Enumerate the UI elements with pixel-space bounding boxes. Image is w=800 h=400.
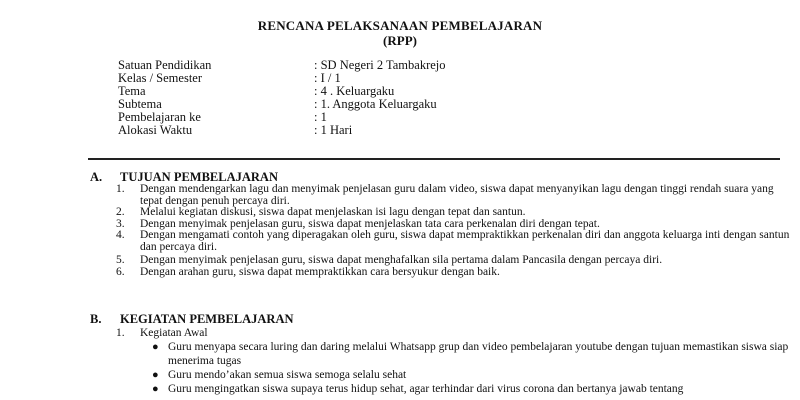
section-letter: B. xyxy=(90,312,102,326)
bullet-text: Guru mendo’akan semua siswa semoga selalu sehat xyxy=(168,369,407,381)
section-kegiatan xyxy=(90,312,790,396)
item-text: Dengan mendengarkan lagu dan menyimak penjelasan guru dalam video, siswa dapat menyanyikan lagu dengan tinggi rendah suara yang tepat dengan penuh percaya diri. xyxy=(140,183,774,207)
identity-row xyxy=(118,111,718,124)
identity-table xyxy=(118,59,718,137)
identity-row xyxy=(118,59,718,72)
identity-value: : 4 . Keluargaku xyxy=(314,84,395,98)
identity-label: Tema xyxy=(118,84,146,98)
item-number: 5. xyxy=(116,254,125,266)
item-text: Dengan menyimak penjelasan guru, siswa dapat menghafalkan sila pertama dalam Pancasila dengan percaya diri. xyxy=(140,254,663,266)
bullet-item xyxy=(90,368,790,382)
item-text: Dengan arahan guru, siswa dapat mempraktikkan cara bersyukur dengan baik. xyxy=(140,265,500,278)
item-number: 3. xyxy=(116,217,125,230)
item-text: Dengan mengamati contoh yang diperagakan oleh guru, siswa dapat mempraktikkan perkenalan diri dan anggota keluarga inti dengan santun dan percaya diri. xyxy=(140,229,790,253)
activity-title: Kegiatan Awal xyxy=(140,327,208,339)
list-item xyxy=(90,267,790,279)
item-text: Dengan menyimak penjelasan guru, siswa dapat menjelaskan tata cara perkenalan diri dengan tepat. xyxy=(140,217,600,230)
section-title: TUJUAN PEMBELAJARAN xyxy=(120,170,278,184)
bullet-item xyxy=(90,382,790,396)
document-title: RENCANA PELAKSANAAN PEMBELAJARAN xyxy=(257,18,543,33)
objectives-list xyxy=(90,184,790,278)
identity-value: : 1 xyxy=(314,110,327,124)
identity-value: : SD Negeri 2 Tambakrejo xyxy=(314,58,446,72)
identity-label: Satuan Pendidikan xyxy=(118,58,212,72)
document-subtitle: (RPP) xyxy=(383,33,417,48)
item-number: 1. xyxy=(116,183,125,195)
bullet-icon: ● xyxy=(152,341,159,353)
section-heading xyxy=(90,312,790,326)
bullet-item xyxy=(90,340,790,368)
activity-number: 1. xyxy=(116,327,125,339)
bullet-text: Guru menyapa secara luring dan daring melalui Whatsapp grup dan video pembelajaran youtube dengan tujuan memastikan siswa siap menerima tugas xyxy=(168,341,789,367)
bullet-icon: ● xyxy=(152,369,159,381)
identity-label: Pembelajaran ke xyxy=(118,110,201,124)
section-title: KEGIATAN PEMBELAJARAN xyxy=(120,312,294,326)
item-number: 4. xyxy=(116,229,125,241)
identity-row xyxy=(118,72,718,85)
identity-label: Alokasi Waktu xyxy=(118,123,193,137)
item-number: 6. xyxy=(116,265,125,278)
item-text: Melalui kegiatan diskusi, siswa dapat menjelaskan isi lagu dengan tepat dan santun. xyxy=(140,206,526,218)
bullet-icon: ● xyxy=(152,383,159,395)
header-divider xyxy=(88,158,780,160)
section-letter: A. xyxy=(90,170,103,184)
identity-row xyxy=(118,124,718,137)
section-heading xyxy=(90,170,790,184)
identity-value: : I / 1 xyxy=(314,71,341,85)
identity-value: : 1. Anggota Keluargaku xyxy=(314,97,437,111)
item-number: 2. xyxy=(116,206,125,218)
section-tujuan xyxy=(90,170,790,278)
bullet-text: Guru mengingatkan siswa supaya terus hidup sehat, agar terhindar dari virus corona dan bertanya jawab tentang xyxy=(168,383,684,395)
identity-row xyxy=(118,98,718,111)
identity-value: : 1 Hari xyxy=(314,123,353,137)
activity-heading xyxy=(90,326,790,340)
identity-label: Subtema xyxy=(118,97,162,111)
list-item xyxy=(90,230,790,253)
list-item xyxy=(90,184,790,207)
activity-bullets xyxy=(90,340,790,396)
identity-label: Kelas / Semester xyxy=(118,71,203,85)
